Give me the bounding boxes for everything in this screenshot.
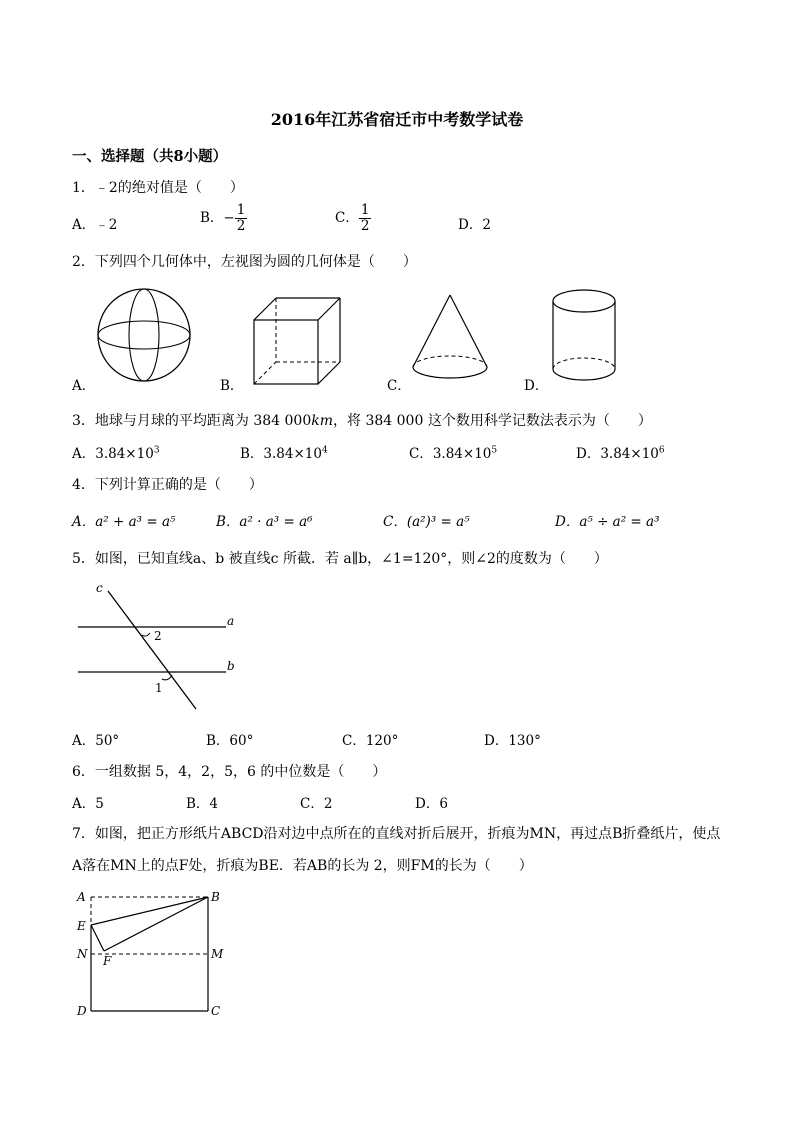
q3-c-base: C．3.84×10 <box>409 446 492 462</box>
q5-option-c[interactable]: C．120° <box>342 733 399 749</box>
label-D: D <box>77 1004 87 1018</box>
label-angle-1: 1 <box>155 681 163 695</box>
q6-option-c[interactable]: C．2 <box>300 796 333 812</box>
q1-option-b-sign: − <box>223 210 235 226</box>
q1-option-c-label: C． <box>335 210 359 226</box>
q3-option-c[interactable] <box>409 442 497 462</box>
label-M: M <box>211 947 224 961</box>
q1-c-numerator: 1 <box>360 202 370 218</box>
q7-square-fold-figure <box>70 885 230 1023</box>
q1-option-c[interactable] <box>335 203 371 234</box>
q3-a-base: A．3.84×10 <box>72 446 154 462</box>
cube-figure <box>250 296 350 388</box>
q4-option-a[interactable]: A．a² + a³ = a⁵ <box>72 514 176 530</box>
q1-b-numerator: 1 <box>236 202 246 218</box>
q3-stem <box>72 410 652 430</box>
label-c: c <box>96 581 103 595</box>
label-b: b <box>227 659 235 673</box>
q2-option-a[interactable]: A． <box>72 378 96 394</box>
angle-2-arc <box>142 633 150 636</box>
q1-option-b-fraction <box>235 203 248 234</box>
q4-option-b[interactable]: B．a² · a³ = a⁶ <box>216 514 313 530</box>
q2-option-d[interactable]: D． <box>524 378 549 394</box>
q6-option-b[interactable]: B．4 <box>186 796 219 812</box>
q3-stem-end: ，将 384 000 这个数用科学记数法表示为（ ） <box>333 413 652 429</box>
label-angle-2: 2 <box>154 629 162 643</box>
q6-option-a[interactable]: A．5 <box>72 796 104 812</box>
q3-option-d[interactable] <box>576 442 665 462</box>
label-B: B <box>211 890 220 904</box>
q3-option-b[interactable] <box>240 442 328 462</box>
line-c <box>108 591 196 709</box>
q3-c-exponent: 5 <box>491 445 498 456</box>
q1-option-b[interactable] <box>200 203 247 234</box>
q4-stem: 4．下列计算正确的是（ ） <box>72 477 263 493</box>
q5-option-d[interactable]: D．130° <box>484 733 541 749</box>
q3-stem-start: 3．地球与月球的平均距离为 384 000 <box>72 413 312 429</box>
q3-d-exponent: 6 <box>658 445 665 456</box>
q3-stem-unit: km <box>311 413 334 429</box>
q3-b-base: B．3.84×10 <box>240 446 322 462</box>
q5-stem: 5．如图，已知直线a、b 被直线c 所截．若 a∥b，∠1=120°，则∠2的度数为（ ） <box>72 551 608 567</box>
cylinder-figure <box>551 287 621 385</box>
q1-b-denominator: 2 <box>236 218 246 234</box>
cone-figure <box>410 293 490 385</box>
label-a: a <box>227 614 235 628</box>
page-title: 2016年江苏省宿迁市中考数学试卷 <box>270 110 524 129</box>
label-E: E <box>77 919 86 933</box>
q5-option-b[interactable]: B．60° <box>206 733 254 749</box>
sphere-figure <box>95 288 195 383</box>
q3-option-a[interactable] <box>72 442 160 462</box>
q1-c-denominator: 2 <box>360 218 370 234</box>
label-F: F <box>103 954 112 968</box>
q2-stem: 2．下列四个几何体中，左视图为圆的几何体是（ ） <box>72 254 417 270</box>
section-heading: 一、选择题（共8小题） <box>72 148 228 165</box>
q5-parallel-lines-figure <box>70 578 250 713</box>
q7-stem-line2: A落在MN上的点F处，折痕为BE．若AB的长为 2，则FM的长为（ ） <box>72 858 533 874</box>
q6-stem: 6．一组数据 5，4，2，5，6 的中位数是（ ） <box>72 764 387 780</box>
q3-d-base: D．3.84×10 <box>576 446 659 462</box>
q4-option-c[interactable]: C．(a²)³ = a⁵ <box>383 514 470 530</box>
label-C: C <box>211 1004 221 1018</box>
q1-option-b-label: B． <box>200 210 224 226</box>
q1-option-c-fraction <box>359 203 372 234</box>
label-A: A <box>77 890 86 904</box>
q7-stem-line1: 7．如图，把正方形纸片ABCD沿对边中点所在的直线对折后展开，折痕为MN，再过点B折叠纸片，使点 <box>72 826 721 842</box>
label-N: N <box>77 947 88 961</box>
q1-option-d[interactable]: D．2 <box>458 217 491 233</box>
q1-option-a[interactable]: A．﹣2 <box>72 217 118 233</box>
q6-option-d[interactable]: D．6 <box>415 796 448 812</box>
q2-option-b[interactable]: B． <box>220 378 244 394</box>
q5-option-a[interactable]: A．50° <box>72 733 120 749</box>
q3-b-exponent: 4 <box>321 445 328 456</box>
q2-option-c[interactable]: C． <box>387 378 411 394</box>
q1-stem: 1．﹣2的绝对值是（ ） <box>72 180 244 196</box>
q3-a-exponent: 3 <box>153 445 160 456</box>
q4-option-d[interactable]: D．a⁵ ÷ a² = a³ <box>555 514 660 530</box>
